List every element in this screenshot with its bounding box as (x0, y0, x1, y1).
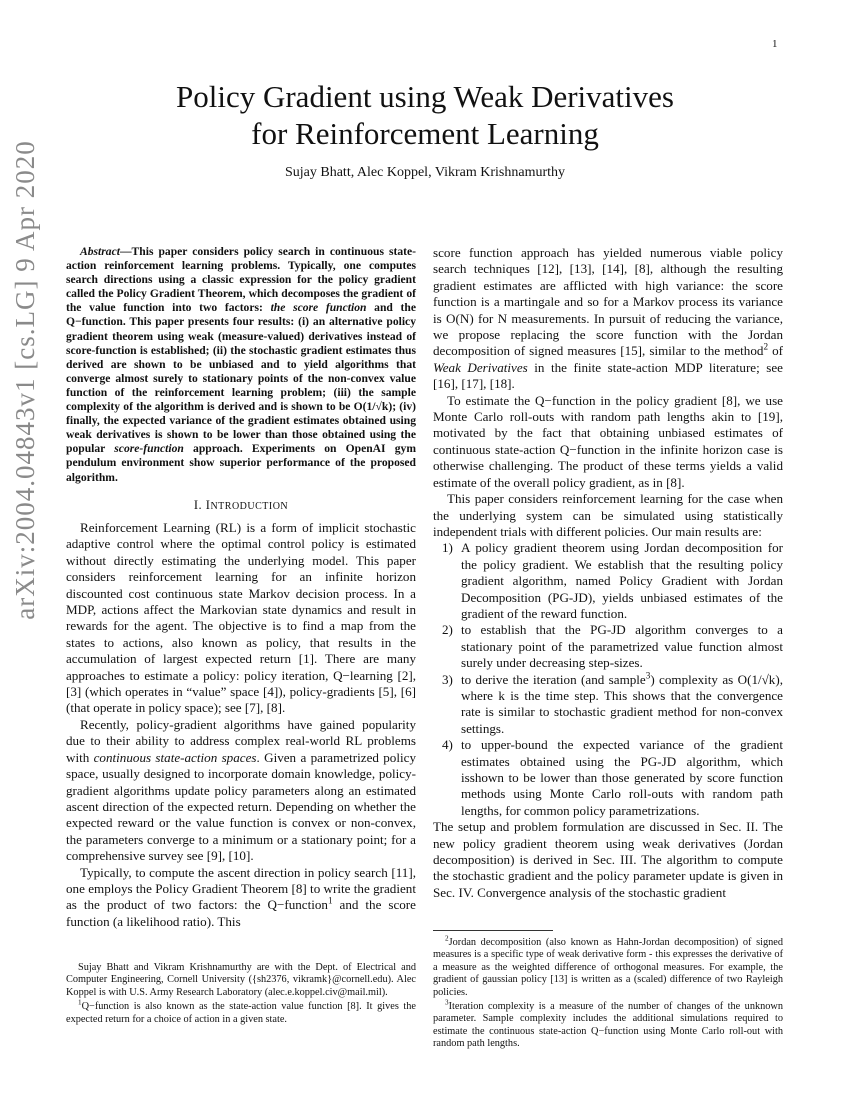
section-numeral: I. (193, 497, 206, 512)
right-column (433, 245, 783, 901)
intro-p2-italic: continuous state-action spaces (93, 749, 257, 765)
footnote-ref-2[interactable]: 2 (763, 342, 769, 353)
footnote-ref-3[interactable]: 3 (645, 670, 651, 681)
list-item (433, 540, 783, 622)
title-line-2: for Reinforcement Learning (251, 116, 599, 151)
footnote-2-mark: 2 (445, 934, 449, 943)
right-p1-of: of (768, 343, 783, 359)
intro-paragraph-2 (66, 717, 416, 865)
list-item-number: 4) (442, 737, 453, 753)
intro-p3-text-a: Typically, to compute the ascent direction in policy search [11], one employs the Policy Gradient Theorem [8] to write the gradient as the product of two factors: the Q−function (66, 864, 416, 913)
left-column (66, 245, 416, 930)
list-item-number: 1) (442, 540, 453, 556)
footnote-3-text: Iteration complexity is a measure of the number of changes of the unknown parameter. Sample complexity includes the additional simulations required to estimate the continuous state-action Q−function using Monte Carlo roll-out with random path lengths. (433, 1001, 783, 1050)
footnote-ref-1[interactable]: 1 (327, 895, 333, 906)
footnote-3-mark: 3 (445, 998, 449, 1007)
section-heading-introduction (66, 497, 416, 515)
footnote-1 (66, 998, 416, 1026)
footnote-1-text: Q−function is also known as the state-action value function [8]. It gives the expected return for a choice of action in a given state. (66, 1001, 416, 1025)
right-paragraph-4: The setup and problem formulation are discussed in Sec. II. The new policy gradient theorem using weak derivatives (Jordan decomposition) is derived in Sec. III. The algorithm to compute the stochastic gradient and the policy parameter update is given in Sec. IV. Convergence analysis of the stochastic gradient (433, 819, 783, 900)
section-title-initial: I (205, 497, 211, 512)
left-footnotes (66, 962, 416, 1028)
right-p1-text: score function approach has yielded numerous viable policy search techniques [12], [13], [14], [8], although the resulting gradient estimates are afflicted with high variance: the score function is a martingale and so for a Markov process its variance is O(N) for N measurements. In pursuit of reducing the variance, we propose replacing the score function with the Jordan decomposition of signed measures [15], similar to the method (433, 245, 783, 359)
list-item (433, 622, 783, 671)
affiliation-note: Sujay Bhatt and Vikram Krishnamurthy are with the Dept. of Electrical and Computer Engineering, Cornell University ({sh2376, vikramk}@cornell.edu). Alec Koppel is with U.S. Army Research Laboratory (alec.e.koppel.civ@mail.mil). (66, 962, 416, 998)
list-item-text: to derive the iteration (and sample (461, 671, 646, 687)
footnote-2-text: Jordan decomposition (also known as Hahn-Jordan decomposition) of signed measures is a specific type of weak derivative form - this expresses the derivative of a measure as the weighted difference of orthogonal measures. For example, the gradient of gaussian policy [13] is written as a (scaled) difference of two Rayleigh policies. (433, 937, 783, 998)
list-item-text: ) complexity as O(1/√k), where k is the time step. This shows that the convergence rate is similar to stochastic gradient method for non-convex settings. (461, 671, 783, 736)
footnote-3 (433, 998, 783, 1051)
paper-title (100, 78, 750, 152)
title-line-1: Policy Gradient using Weak Derivatives (176, 79, 674, 114)
intro-p2-text-b: . Given a parametrized policy space, usually designed to incorporate domain knowledge, policy-gradient algorithms update policy parameters along an estimated ascent direction of the expected return. Depending on whether the expected reward or the value function is convex or non-convex, the parameters converge to a minimum or a stationary point; for a comprehensive survey see [9], [10]. (66, 749, 416, 864)
footnote-rule (433, 930, 553, 931)
author-list: Sujay Bhatt, Alec Koppel, Vikram Krishnamurthy (284, 165, 566, 180)
results-list (433, 540, 783, 819)
right-footnotes (433, 924, 783, 1053)
right-paragraph-3: This paper considers reinforcement learning for the case when the underlying system can be simulated using statistically independent trials with different policies. Our main results are: (433, 491, 783, 539)
abstract-label: Abstract (80, 245, 120, 258)
abstract-text-2: and the Q−function. This paper presents four results: (i) an alternative policy gradient theorem using weak (measure-valued) derivatives instead of score-function is established; (ii) the stochastic gradient estimates thus derived are shown to be unbiased and to yield algorithms that converge almost surely to stationary points of the non-convex value function of the reinforcement learning problem; (iii) the sample complexity of the algorithm is derived and is shown to be O(1/√k); (iv) finally, the expected variance of the gradient estimates obtained using weak derivatives is shown to be lower than those obtained using the popular (66, 301, 416, 456)
abstract-dash: — (119, 245, 132, 258)
right-paragraph-1 (433, 245, 783, 393)
list-item (433, 672, 783, 738)
intro-paragraph-3 (66, 865, 416, 931)
list-item (433, 737, 783, 819)
list-item-text: to establish that the PG-JD algorithm converges to a stationary point of the parametrized value function almost surely under decreasing step-sizes. (461, 622, 783, 671)
abstract-text-1: This paper considers policy search in continuous state-action reinforcement learning problems. Typically, one computes search directions using a classic expression for the policy gradient called the Policy Gradient Theorem, which decomposes the gradient of the value function into two factors: (66, 245, 416, 315)
right-paragraph-2: To estimate the Q−function in the policy gradient [8], we use Monte Carlo roll-outs with random path lengths akin to [19], motivated by the fact that obtaining unbiased estimates of continuous state-action Q−function in the infinite horizon case is otherwise challenging. The product of these terms yields a valid estimate of the overall policy gradient, as in [8]. (433, 392, 783, 490)
right-p1-text-b: in the finite state-action MDP literature; see [16], [17], [18]. (433, 359, 783, 392)
intro-p3-text-b: and the score function (a likelihood ratio). This (66, 897, 416, 929)
page-number: 1 (772, 38, 778, 50)
footnote-1-mark: 1 (78, 998, 82, 1007)
list-item-number: 2) (442, 622, 453, 638)
abstract-text-3: approach. Experiments on OpenAI gym pendulum environment show superior performance of the proposed algorithm. (66, 442, 416, 484)
list-item-text: A policy gradient theorem using Jordan decomposition for the policy gradient. We establish that the resulting policy gradient algorithm, named Policy Gradient with Jordan Decomposition (PG-JD), yields unbiased estimates of the gradient of the reward function. (461, 540, 783, 621)
intro-p2-text-a: Recently, policy-gradient algorithms have gained popularity due to their ability to address complex real-world RL problems with (66, 716, 416, 765)
section-title-rest: NTRODUCTION (210, 500, 289, 512)
list-item-number: 3) (442, 671, 453, 687)
arxiv-identifier[interactable]: arXiv:2004.04843v1 [cs.LG] 9 Apr 2020 (10, 140, 40, 620)
footnote-2 (433, 934, 783, 999)
right-p1-italic: Weak Derivatives (433, 359, 528, 375)
intro-paragraph-1: Reinforcement Learning (RL) is a form of implicit stochastic adaptive control where the optimal control policy is estimated without directly estimating the underlying model. This paper considers reinforcement learning for an infinite horizon discounted cost continuous state Markov decision process. In a MDP, actions affect the Markovian state dynamics and result in rewards for the agent. The objective is to find a map from the states to actions, also known as policy, that results in the accumulation of largest expected return [1]. There are many approaches to estimate a policy: policy iteration, Q−learning [2], [3] (which operates in “value” space [4]), policy-gradients [5], [6] (that operate in policy space); see [7], [8]. (66, 520, 416, 716)
abstract-score-function: the score function (270, 301, 367, 315)
abstract (66, 245, 416, 485)
list-item-text: to upper-bound the expected variance of the gradient estimates obtained using the PG-JD algorithm, which isshown to be lower than those generated by score function methods using Monte Carlo roll-outs with random path lengths, for common policy parametrizations. (461, 737, 783, 818)
abstract-score-function-2: score-function (114, 442, 184, 456)
